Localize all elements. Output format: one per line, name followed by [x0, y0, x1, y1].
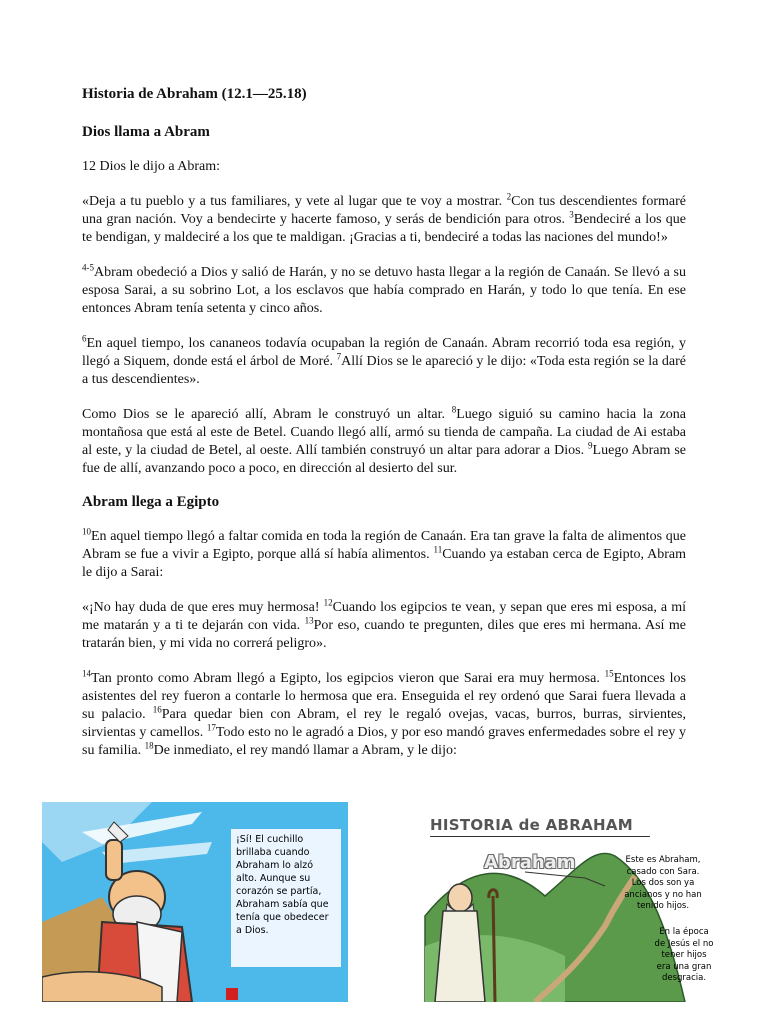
illustration-title: HISTORIA de ABRAHAM — [430, 816, 634, 834]
verse-number: 12 — [323, 597, 333, 608]
verse-number: 14 — [82, 668, 91, 679]
verse-number: 10 — [82, 526, 91, 537]
title-underline — [430, 836, 650, 837]
paragraph: $^6$En aquel tiempo, los cananeos todavía ocupaban la región de Canaán. Abram recorrió toda esa región, y llegó a Siquem, donde está el árbol de Moré. $^7$Allí Dios se le apareció y le dijo: «Toda esta región se la daré a tus descendientes». — [82, 333, 687, 387]
speech-bubble: ¡Sí! El cuchillo brillaba cuando Abraham lo alzó alto. Aunque su corazón se partía, Abraham sabía que tenía que obedecer a Dios. — [231, 829, 341, 967]
caption-abraham: Este es Abraham, casado con Sara. Los dos son ya ancianos y no han tenido hijos. — [624, 855, 702, 911]
verse-number: 13 — [304, 615, 314, 626]
paragraph: «Deja a tu pueblo y a tus familiares, y vete al lugar que te voy a mostrar. $^2$Con tus descendientes formaré una gran nación. Voy a bendecirte y hacerte famoso, y serás de bendición para otros. $^3$Bendeciré a los que te bendigan, y maldeciré a los que te maldigan. ¡Gracias a ti, bendeciré a todas las naciones del mundo!» — [82, 191, 686, 245]
paragraph: $^{4-5}$Abram obedeció a Dios y salió de Harán, y no se detuvo hasta llegar a la región de Canaán. Se llevó a su esposa Sarai, a su sobrino Lot, a los esclavos que había comprado en Harán, y todo lo que tenía. En ese entonces Abram tenía setenta y cinco años. — [82, 262, 686, 316]
paragraph: $^{10}$En aquel tiempo llegó a faltar comida en toda la región de Canaán. Era tan grave la falta de alimentos que Abram se fue a vivir a Egipto, porque allá sí había alimentos. $^{11}$Cuando ya estaban cerca de Egipto, Abram le dijo a Sarai: — [82, 526, 686, 580]
document-title: Historia de Abraham (12.1—25.18) — [82, 86, 307, 102]
verse-number: 6 — [82, 333, 87, 344]
paragraph: 12 Dios le dijo a Abram: — [82, 159, 221, 174]
section-heading-dios-llama: Dios llama a Abram — [82, 124, 210, 140]
verse-number: 2 — [506, 191, 512, 202]
verse-number: 4-5 — [82, 262, 94, 273]
paragraph: «¡No hay duda de que eres muy hermosa! $^{12}$Cuando los egipcios te vean, y sepan que eres mi esposa, a mí me matarán y a ti te dejarán con vida. $^{13}$Por eso, cuando te pregunten, diles que eres mi hermana. Así me tratarán bien, y mi vida no correrá peligro». — [82, 597, 687, 651]
verse-number: 7 — [336, 351, 342, 362]
paragraph: $^{14}$Tan pronto como Abram llegó a Egipto, los egipcios vieron que Sarai era muy hermosa. $^{15}$Entonces los asistentes del rey fueron a contarle lo hermosa que era. Enseguida el rey ordenó que Sarai fuera llevada a su palacio. $^{16}$Para quedar bien con Abram, el rey le regaló ovejas, vacas, burros, burras, sirvientes, sirvientas y camellos. $^{17}$Todo esto no le agradó a Dios, y por eso mandó graves enfermedades sobre el rey y su familia. $^{18}$De inmediato, el rey mandó llamar a Abram, y le dijo: — [82, 668, 687, 758]
document-body — [82, 86, 686, 777]
caption-jesus-epoch: En la época de Jesús el no tener hijos era una gran desgracia. — [654, 927, 714, 983]
verse-number: 9 — [588, 440, 593, 451]
verse-number: 11 — [433, 544, 443, 555]
verse-number: 18 — [144, 740, 154, 751]
verse-number: 3 — [569, 209, 574, 220]
verse-number: 8 — [451, 404, 457, 415]
abraham-name-label: Abraham — [484, 852, 576, 873]
verse-number: 15 — [604, 668, 614, 679]
paragraph: Como Dios se le apareció allí, Abram le construyó un altar. $^8$Luego siguió su camino hacia la zona montañosa que está al este de Betel. Cuando llegó allí, armó su tienda de campaña. La ciudad de Ai estaba al este, y la ciudad de Betel, al oeste. Allí también construyó un altar para adorar a Dios. $^9$Luego Abram se fue de allí, avanzando poco a poco, en dirección al desierto del sur. — [82, 404, 687, 476]
verse-number: 17 — [206, 722, 216, 733]
verse-number: 16 — [152, 704, 162, 715]
section-heading-abram-egipto: Abram llega a Egipto — [82, 494, 220, 510]
